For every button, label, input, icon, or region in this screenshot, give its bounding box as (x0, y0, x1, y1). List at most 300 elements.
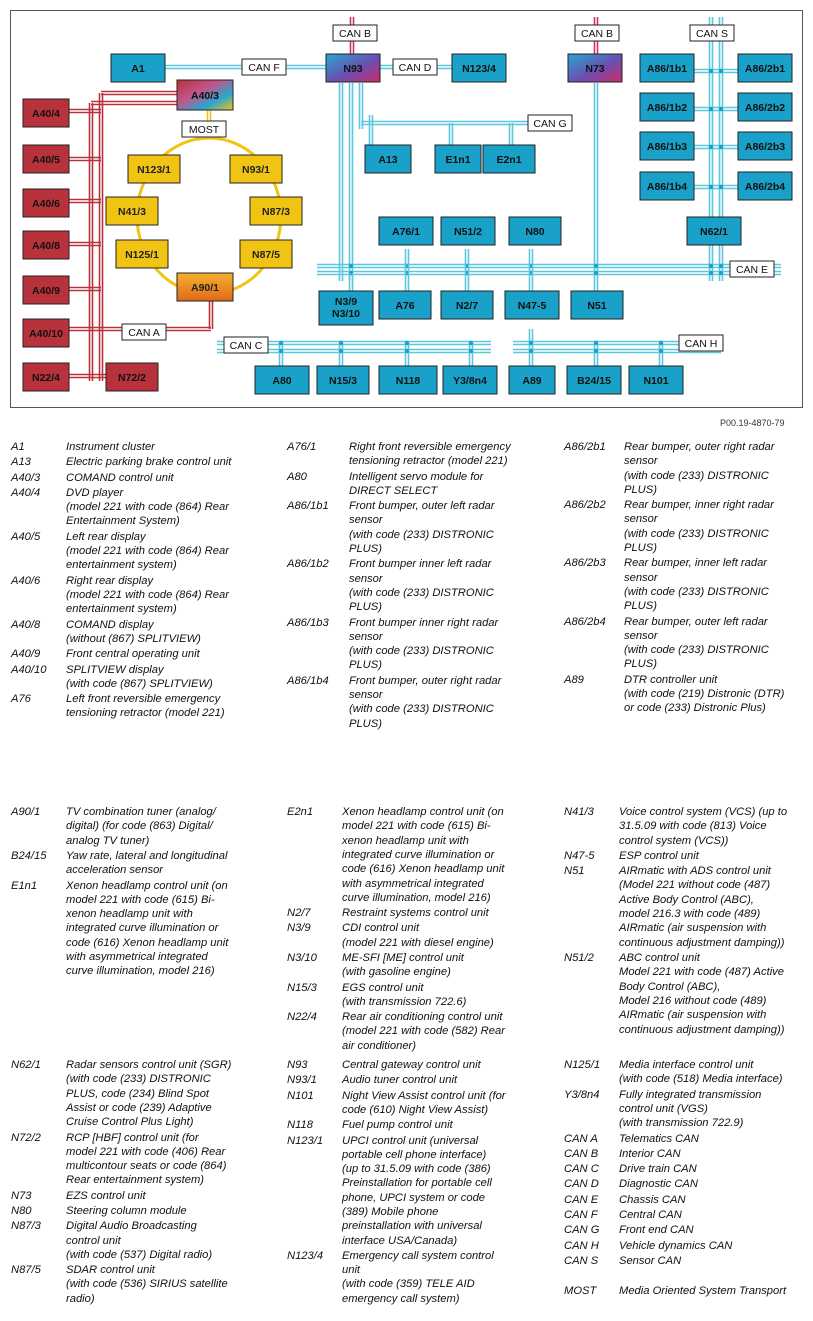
legend-code: A86/2b2 (564, 499, 606, 512)
junction-dot (659, 341, 663, 345)
legend-entry-n123-1 (287, 1134, 532, 1248)
svg-text:CAN B: CAN B (580, 28, 614, 40)
junction-dot (709, 69, 713, 73)
module-n93[interactable] (326, 54, 380, 82)
legend-code: E1n1 (11, 879, 38, 892)
legend-entry-n22-4 (287, 1010, 532, 1053)
legend-description: sensor (349, 514, 383, 527)
legend-code: A86/1b3 (287, 616, 329, 629)
legend-description: phone, UPCI system or code (342, 1191, 486, 1204)
legend-description: Active Body Control (ABC), (619, 893, 754, 906)
legend-code: B24/15 (11, 849, 47, 862)
legend-description: model 221 with code (615) Bi- (66, 893, 215, 906)
module-e1n1[interactable] (435, 145, 481, 173)
legend-description: ME-SFI [ME] control unit (342, 952, 464, 964)
legend-description: Front bumper inner left radar (349, 558, 492, 571)
legend-entry-a13 (11, 455, 256, 469)
module-a90-1[interactable] (177, 273, 233, 301)
legend-code: A40/3 (11, 471, 41, 484)
legend-entry-n62-1 (11, 1058, 256, 1130)
legend-description: (with gasoline engine) (342, 966, 451, 979)
module-n51-2[interactable] (441, 217, 495, 245)
module-label: N72/2 (117, 372, 147, 384)
av-bus-vertical-1 (100, 93, 103, 381)
legend-description: (model 221 with code (582) Rear (342, 1025, 505, 1038)
legend-code: A86/2b4 (564, 615, 606, 628)
legend-entry-a76 (11, 692, 256, 721)
legend-description: (with code (518) Media interface) (619, 1073, 783, 1086)
module-label: N118 (395, 375, 421, 387)
legend-description: analog TV tuner) (66, 834, 150, 847)
legend-description: Restraint systems control unit (342, 907, 489, 920)
legend-code: A86/2b3 (564, 557, 606, 570)
legend-entry-can-d (564, 1177, 809, 1191)
module-b24-15[interactable] (567, 366, 621, 394)
legend-description: Interior CAN (619, 1147, 681, 1160)
legend-description: Rear bumper, inner left radar (624, 557, 768, 570)
legend-entry-n41-3 (564, 805, 809, 848)
module-e2n1[interactable] (483, 145, 535, 173)
module-a86-2b4[interactable] (738, 172, 792, 200)
module-a40-10[interactable] (23, 319, 69, 347)
junction-dot (719, 264, 723, 268)
legend-description: SPLITVIEW display (66, 663, 164, 676)
legend-description: curve illumination, model 216) (342, 891, 491, 904)
legend-entry-a86-2b2 (564, 498, 809, 555)
legend-description: integrated curve illumination or (66, 922, 219, 935)
legend-description: entertainment system) (66, 603, 177, 616)
legend-entry-a40-9 (11, 647, 256, 661)
module-n51[interactable] (571, 291, 623, 319)
legend-description: Emergency call system control (342, 1249, 494, 1262)
legend-code: N22/4 (287, 1011, 317, 1024)
junction-dot (719, 145, 723, 149)
module-n15-3[interactable] (317, 366, 369, 394)
module-n47-5[interactable] (505, 291, 559, 319)
network-topology-diagram (10, 10, 803, 408)
module-n93-1[interactable] (230, 155, 282, 183)
legend-description: tensioning retractor (model 221) (66, 707, 225, 720)
module-label: E1n1 (445, 154, 471, 166)
junction-dot (719, 271, 723, 275)
legend-description: Fuel pump control unit (342, 1119, 453, 1132)
module-a86-2b2[interactable] (738, 93, 792, 121)
legend-entry-a86-1b1 (287, 499, 532, 556)
legend-description: ABC control unit (619, 952, 700, 964)
legend-entry-can-b (564, 1147, 809, 1161)
legend-description: PLUS) (349, 717, 382, 730)
legend-code: CAN A (564, 1132, 598, 1145)
junction-dot (469, 349, 473, 353)
module-a76-1[interactable] (379, 217, 433, 245)
module-label: N22/4 (31, 372, 61, 384)
legend-code: N80 (11, 1205, 32, 1217)
module-n87-3[interactable] (250, 197, 302, 225)
legend-entry-n51 (564, 864, 809, 950)
legend-code: CAN C (564, 1163, 599, 1176)
module-label: N93 (343, 63, 363, 75)
legend-entry-a40-3 (11, 471, 256, 485)
legend-code: N47-5 (564, 849, 595, 862)
bus-label-can-g (528, 115, 572, 131)
legend-code: CAN S (564, 1254, 599, 1267)
legend-description: Fully integrated transmission (619, 1088, 762, 1101)
legend-entry-n2-7 (287, 906, 532, 920)
junction-dot (709, 107, 713, 111)
junction-dot (405, 349, 409, 353)
junction-dot (339, 341, 343, 345)
legend-code: N3/10 (287, 952, 317, 964)
legend-description: model 221 with code (406) Rear (66, 1145, 226, 1158)
legend-entry-a89 (564, 673, 809, 716)
legend-description: (with code (233) DISTRONIC (349, 528, 494, 541)
legend-description: (without (867) SPLITVIEW) (66, 632, 201, 645)
legend-description: xenon headlamp unit with (342, 834, 469, 847)
svg-text:CAN A: CAN A (128, 327, 160, 339)
legend-entry-can-h (564, 1239, 809, 1253)
module-label: A40/4 (31, 108, 61, 120)
module-label: N47-5 (517, 300, 547, 312)
legend-entry-n101 (287, 1089, 532, 1118)
legend-entry-n73 (11, 1189, 256, 1203)
module-n62-1[interactable] (687, 217, 741, 245)
module-label: A40/6 (31, 198, 61, 210)
legend-description: continuous adjustment damping)) (619, 936, 785, 949)
module-n123-1[interactable] (128, 155, 180, 183)
legend-description: radio) (66, 1292, 95, 1305)
legend-description: acceleration sensor (66, 864, 164, 877)
legend-entry-a86-2b1 (564, 440, 809, 497)
legend-entry-can-s (564, 1254, 809, 1268)
module-n72-2[interactable] (106, 363, 158, 391)
legend-entry-can-e (564, 1193, 809, 1207)
module-label: A90/1 (190, 282, 220, 294)
module-label-2: N3/10 (331, 308, 361, 320)
legend-code: N51/2 (564, 952, 594, 964)
module-label: A40/3 (190, 90, 220, 102)
legend-description: Front bumper, outer left radar (349, 500, 495, 513)
legend-code: A86/2b1 (564, 441, 606, 453)
av-bus-to-a40-3b (91, 102, 179, 105)
av-link-a40-5 (69, 158, 101, 161)
junction-dot (709, 145, 713, 149)
legend-description: Night View Assist control unit (for (342, 1089, 506, 1102)
legend-entry-a40-4 (11, 486, 256, 529)
legend-description: tensioning retractor (model 221) (349, 455, 508, 468)
module-label: A76/1 (391, 226, 421, 238)
legend-description: control unit (66, 1234, 121, 1247)
bus-label-can-b-left (333, 25, 377, 41)
svg-text:CAN E: CAN E (735, 264, 769, 276)
legend-description: UPCI control unit (universal (342, 1134, 479, 1147)
can-a-to-a90-1 (210, 301, 213, 329)
legend-entry-n123-4 (287, 1249, 532, 1306)
module-label: N101 (643, 375, 669, 387)
bus-label-can-e (730, 261, 774, 277)
svg-text:CAN C: CAN C (229, 340, 263, 352)
legend-description: COMAND display (66, 618, 154, 631)
legend-description: Rear entertainment system) (66, 1174, 205, 1187)
module-n101[interactable] (629, 366, 683, 394)
legend-code: N123/4 (287, 1249, 324, 1262)
module-label: A80 (272, 375, 292, 387)
legend-entry-a40-5 (11, 530, 256, 573)
module-label: A86/2b3 (744, 141, 786, 153)
legend-description: Digital Audio Broadcasting (66, 1220, 197, 1233)
module-n123-4[interactable] (452, 54, 506, 82)
legend-description: Left rear display (66, 530, 146, 543)
legend-description: PLUS) (624, 542, 657, 555)
can-g-line (361, 122, 531, 125)
module-a86-1b2[interactable] (640, 93, 694, 121)
legend-code: A40/5 (11, 530, 41, 543)
legend-description: Right rear display (66, 574, 154, 587)
module-y3-8n4[interactable] (443, 366, 497, 394)
legend-description: (with code (233) DISTRONIC (624, 644, 769, 657)
module-label: B24/15 (577, 375, 611, 387)
module-label: N125/1 (125, 249, 159, 261)
legend-description: (389) Mobile phone (342, 1206, 439, 1218)
junction-dot (279, 349, 283, 353)
module-label: A76 (395, 300, 415, 312)
legend-description: Vehicle dynamics CAN (619, 1239, 733, 1252)
legend-code: A90/1 (11, 806, 41, 818)
junction-dot (594, 271, 598, 275)
module-a86-1b4[interactable] (640, 172, 694, 200)
legend-description: (up to 31.5.09 with code (386) (342, 1163, 491, 1176)
junction-dot (594, 349, 598, 353)
module-label: A86/2b4 (744, 181, 786, 193)
legend-description: EGS control unit (342, 981, 424, 994)
module-label: N123/1 (137, 164, 171, 176)
legend-description: portable cell phone interface) (342, 1148, 487, 1161)
junction-dot (405, 341, 409, 345)
module-label: A86/2b2 (744, 102, 786, 114)
svg-text:CAN S: CAN S (695, 28, 729, 40)
module-label: N87/5 (251, 249, 281, 261)
legend-description: (with code (536) SIRIUS satellite (66, 1278, 228, 1291)
legend-code: N118 (287, 1119, 313, 1132)
legend-description: Entertainment System) (66, 515, 180, 528)
av-link-a40-6 (69, 200, 101, 203)
module-n41-3[interactable] (106, 197, 158, 225)
legend-description: AIRmatic (air suspension with (619, 922, 767, 935)
legend-description: sensor (349, 630, 383, 643)
legend-description: PLUS) (349, 543, 382, 556)
module-label: A86/1b1 (646, 63, 688, 75)
legend-code: A89 (564, 673, 584, 686)
module-label: Y3/8n4 (453, 375, 487, 387)
svg-text:CAN D: CAN D (398, 62, 432, 74)
legend-code: CAN E (564, 1193, 599, 1206)
legend-description: or code (233) Distronic Plus) (624, 702, 766, 715)
legend-description: PLUS) (349, 601, 382, 614)
module-a40-3[interactable] (177, 80, 233, 110)
legend-description: model 216.3 with code (489) (619, 908, 761, 921)
module-a80[interactable] (255, 366, 309, 394)
module-n3-9[interactable] (319, 291, 373, 325)
junction-dot (594, 264, 598, 268)
legend-description: sensor (624, 629, 658, 642)
legend-entry-b24-15 (11, 849, 256, 878)
legend-description: air conditioner) (342, 1039, 416, 1052)
legend-code: A40/9 (11, 648, 41, 661)
legend-entry-most (564, 1284, 809, 1298)
legend-description: Rear bumper, outer right radar (624, 441, 775, 453)
module-n22-4[interactable] (23, 363, 69, 391)
junction-dot (339, 349, 343, 353)
legend-code: A86/1b2 (287, 558, 329, 571)
junction-dot (529, 349, 533, 353)
module-a40-6[interactable] (23, 189, 69, 217)
legend-code: CAN D (564, 1178, 599, 1191)
module-a40-9[interactable] (23, 276, 69, 304)
legend-description: Audio tuner control unit (342, 1074, 458, 1087)
module-label: N87/3 (261, 206, 291, 218)
legend-description: interface USA/Canada) (342, 1234, 458, 1247)
legend-entry-a86-1b3 (287, 616, 532, 673)
module-label: A13 (378, 154, 398, 166)
junction-dot (469, 341, 473, 345)
legend-entry-n51-2 (564, 951, 809, 1037)
legend-entry-can-a (564, 1132, 809, 1146)
legend-description: 31.5.09 with code (813) Voice (619, 820, 767, 833)
module-a40-4[interactable] (23, 99, 69, 127)
module-label: A86/1b3 (646, 141, 688, 153)
module-n125-1[interactable] (116, 240, 168, 268)
module-a40-5[interactable] (23, 145, 69, 173)
legend-description: (with transmission 722.9) (619, 1117, 744, 1130)
legend-description: EZS control unit (66, 1189, 146, 1202)
legend-description: AIRmatic with ADS control unit (619, 865, 771, 878)
legend-description: (with code (233) DISTRONIC (624, 527, 769, 540)
legend-description: unit (342, 1264, 361, 1277)
module-n2-7[interactable] (441, 291, 493, 319)
legend-entry-a86-2b4 (564, 615, 809, 672)
legend-description: Yaw rate, lateral and longitudinal (66, 849, 228, 862)
legend-code: N93 (287, 1059, 308, 1071)
legend-description: Front central operating unit (66, 648, 200, 661)
module-n73[interactable] (568, 54, 622, 82)
legend-code: MOST (564, 1284, 597, 1297)
legend-description: PLUS, code (234) Blind Spot (66, 1087, 210, 1100)
legend-description: Telematics CAN (619, 1132, 699, 1145)
module-a89[interactable] (509, 366, 555, 394)
legend-entry-n80 (11, 1204, 256, 1218)
module-a86-2b3[interactable] (738, 132, 792, 160)
legend-code: N87/3 (11, 1220, 41, 1233)
legend-entry-a86-2b3 (564, 556, 809, 613)
legend-description: preinstallation with universal (342, 1220, 482, 1233)
module-label: N2/7 (455, 300, 479, 312)
legend-description: DTR controller unit (624, 673, 718, 686)
legend-code: A40/8 (11, 618, 41, 631)
module-label: N41/3 (117, 206, 147, 218)
legend-entry-a90-1 (11, 805, 256, 848)
legend-description: Electric parking brake control unit (66, 456, 232, 469)
legend-description: Chassis CAN (619, 1193, 686, 1206)
legend-code: CAN G (564, 1224, 600, 1237)
module-n80[interactable] (509, 217, 561, 245)
legend-description: Model 216 without code (489) (619, 994, 767, 1007)
legend-description: Assist or code (239) Adaptive (66, 1101, 212, 1114)
legend-description: Body Control (ABC), (619, 980, 721, 993)
legend-description: Central CAN (619, 1209, 682, 1221)
legend-description: Instrument cluster (66, 441, 155, 453)
legend-description: (with code (867) SPLITVIEW) (66, 677, 213, 690)
module-n87-5[interactable] (240, 240, 292, 268)
legend-description: COMAND control unit (66, 471, 174, 484)
legend-description: Front bumper inner right radar (349, 616, 499, 629)
legend-description: TV combination tuner (analog/ (66, 806, 216, 818)
svg-text:CAN F: CAN F (248, 62, 280, 74)
legend-description: integrated curve illumination or (342, 848, 495, 861)
module-a40-8[interactable] (23, 231, 69, 259)
legend-description: code (616) Xenon headlamp unit (66, 936, 229, 949)
module-label: N51 (587, 300, 607, 312)
module-label: A1 (131, 63, 145, 75)
module-a1[interactable] (111, 54, 165, 82)
legend-entry-n125-1 (564, 1058, 809, 1087)
legend-description: sensor (624, 455, 658, 468)
legend-code: N73 (11, 1189, 32, 1202)
legend-entry-n93-1 (287, 1073, 532, 1087)
legend-code: A1 (11, 441, 25, 453)
av-link-n22-4 (69, 375, 106, 378)
legend-description: with asymmetrical integrated (342, 877, 484, 890)
junction-dot (349, 264, 353, 268)
legend-description: sensor (349, 689, 383, 702)
legend-description: (with code (537) Digital radio) (66, 1248, 213, 1261)
legend-entry-a40-6 (11, 574, 256, 617)
legend-entry-e2n1 (287, 805, 532, 905)
legend-description: Media Oriented System Transport (619, 1284, 787, 1297)
figure-id: P00.19-4870-79 (720, 418, 785, 428)
legend-code: N93/1 (287, 1074, 317, 1087)
legend-description: Xenon headlamp control unit (on (66, 879, 228, 892)
bus-label-most (182, 121, 226, 137)
legend-code: A80 (287, 470, 307, 483)
module-a86-1b1[interactable] (640, 54, 694, 82)
bus-label-can-c (224, 337, 268, 353)
module-n118[interactable] (379, 366, 437, 394)
legend-code: N51 (564, 865, 585, 878)
module-a86-2b1[interactable] (738, 54, 792, 82)
module-a76[interactable] (379, 291, 431, 319)
legend-entry-can-g (564, 1223, 809, 1237)
legend-code: A13 (11, 456, 31, 469)
diagram-canvas (11, 11, 803, 408)
legend-description: Central gateway control unit (342, 1059, 481, 1071)
legend-description: (with code (219) Distronic (DTR) (624, 688, 785, 701)
legend-description: multicontour seats or code (864) (66, 1160, 227, 1173)
can-n93-down-1 (340, 83, 343, 281)
legend-description: Sensor CAN (619, 1254, 682, 1267)
module-a86-1b3[interactable] (640, 132, 694, 160)
module-label: N15/3 (328, 375, 358, 387)
legend-description: code (616) Xenon headlamp unit (342, 863, 505, 876)
legend-code: A40/6 (11, 574, 41, 587)
junction-dot (594, 341, 598, 345)
bus-label-can-a (122, 324, 166, 340)
legend-description: Radar sensors control unit (SGR) (66, 1059, 232, 1071)
module-a13[interactable] (365, 145, 411, 173)
legend-code: A86/1b4 (287, 674, 329, 687)
svg-text:CAN B: CAN B (338, 28, 372, 40)
legend-entry-n47-5 (564, 849, 809, 863)
legend-description: RCP [HBF] control unit (for (66, 1131, 199, 1144)
legend-description: xenon headlamp unit with (66, 908, 193, 921)
